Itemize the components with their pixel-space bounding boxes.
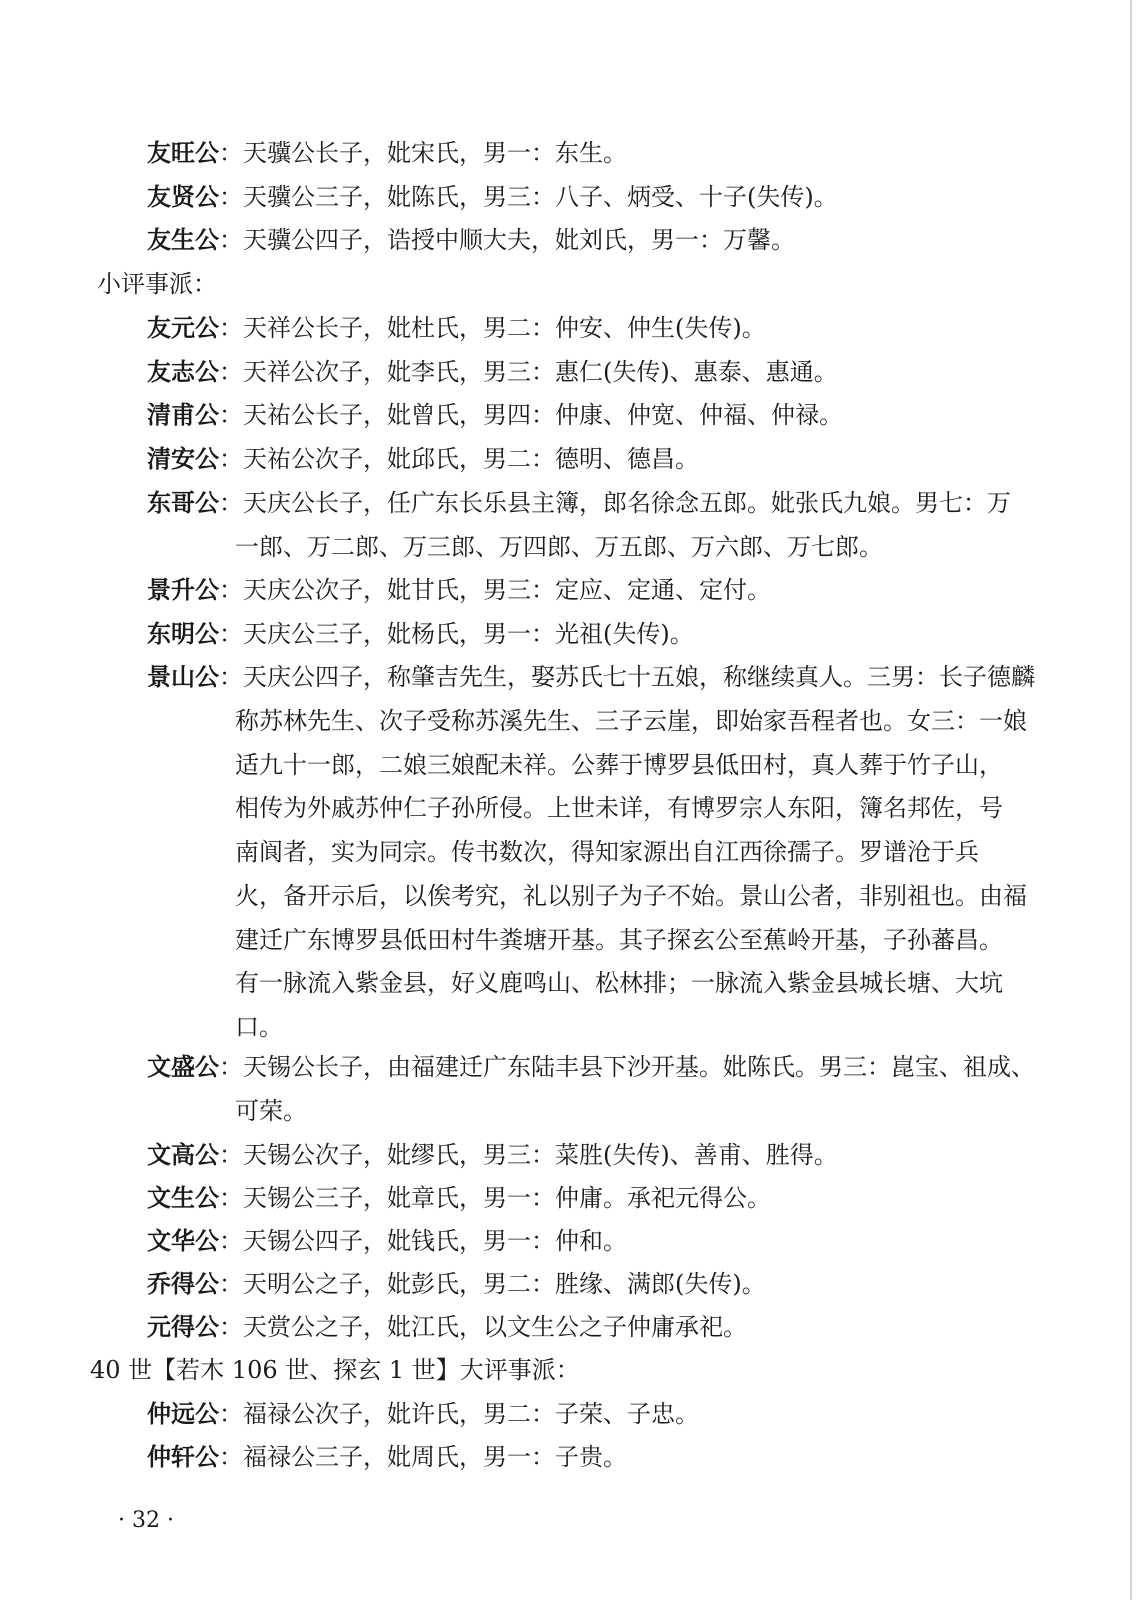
entry-text: 天骥公长子，妣宋氏，男一：东生。 xyxy=(243,139,627,167)
entry-name: 东哥公 xyxy=(147,489,219,517)
entry-name: 文高公 xyxy=(147,1141,219,1169)
entry-text-line: 口。 xyxy=(235,1013,283,1041)
section-header-xiaopingshi: 小评事派： xyxy=(97,270,217,298)
entry-youyuan: 友元公：天祥公长子，妣杜氏，男二：仲安、仲生(失传)。 xyxy=(147,314,766,342)
entry-text: 天祥公次子，妣李氏，男三：惠仁(失传)、惠泰、惠通。 xyxy=(243,358,838,386)
entry-text: 天明公之子，妣彭氏，男二：胜缘、满郎(失传)。 xyxy=(243,1270,766,1298)
entry-text-line: 称苏林先生、次子受称苏溪先生、三子云崖，即始家吾程者也。女三：一娘 xyxy=(235,707,1027,735)
entry-text: 天祥公长子，妣杜氏，男二：仲安、仲生(失传)。 xyxy=(243,314,766,342)
entry-name: 清安公 xyxy=(147,445,219,473)
page-edge xyxy=(1130,0,1132,1600)
entry-text: 福禄公次子，妣许氏，男二：子荣、子忠。 xyxy=(243,1400,699,1428)
entry-text: 天锡公三子，妣章氏，男一：仲庸。承祀元得公。 xyxy=(243,1184,771,1212)
entry-jingsheng: 景升公：天庆公次子，妣甘氏，男三：定应、定通、定付。 xyxy=(147,576,771,604)
entry-wenhua: 文华公：天锡公四子，妣钱氏，男一：仲和。 xyxy=(147,1227,627,1255)
entry-wensheng-a: 文盛公：天锡公长子，由福建迁广东陆丰县下沙开基。妣陈氏。男三：崑宝、祖成、 可荣。 xyxy=(147,1045,1062,1133)
entry-text-line: 相传为外戚苏仲仁子孙所侵。上世未详，有博罗宗人东阳，簿名邦佐，号 xyxy=(235,794,1003,822)
entry-text-line: 建迁广东博罗县低田村牛粪塘开基。其子探玄公至蕉岭开基，子孙蕃昌。 xyxy=(235,926,1003,954)
entry-zhongxuan: 仲轩公：福禄公三子，妣周氏，男一：子贵。 xyxy=(147,1443,627,1471)
entry-name: 仲轩公 xyxy=(147,1443,219,1471)
entry-wensheng-b: 文生公：天锡公三子，妣章氏，男一：仲庸。承祀元得公。 xyxy=(147,1184,771,1212)
entry-name: 友贤公 xyxy=(147,183,219,211)
entry-text: 天骥公三子，妣陈氏，男三：八子、炳受、十子(失传)。 xyxy=(243,183,838,211)
entry-jingshan: 景山公：天庆公四子，称肇吉先生，娶苏氏七十五娘，称继续真人。三男：长子德麟 称苏林先生、次子受称苏溪先生、三子云崖，即始家吾程者也。女三：一娘 适九十一郎，二娘三娘配未祥。公葬于博罗县低田村，真人葬于竹子山， 相传为外戚苏仲仁子孙所侵。上世未详，有博罗宗人东阳，簿名邦佐，号 南阆者，实为同宗。传书数次，得知家源出自江西徐孺子。罗谱沧于兵 火，备开示后，以俟考究，礼以别子为子不始。景山公者，非别祖也。由福 建迁广东博罗县低田村牛粪塘开基。其子探玄公至蕉岭开基，子孙蕃昌。 有一脉流入紫金县，好义鹿鸣山、松林排；一脉流入紫金县城长塘、大坑 口。 xyxy=(147,655,1062,1051)
entry-text-line: 南阆者，实为同宗。传书数次，得知家源出自江西徐孺子。罗谱沧于兵 xyxy=(235,838,979,866)
entry-name: 友元公 xyxy=(147,314,219,342)
entry-text: 天庆公三子，妣杨氏，男一：光祖(失传)。 xyxy=(243,620,694,648)
entry-text: 天庆公次子，妣甘氏，男三：定应、定通、定付。 xyxy=(243,576,771,604)
entry-text-line: 一郎、万二郎、万三郎、万四郎、万五郎、万六郎、万七郎。 xyxy=(235,533,883,561)
entry-text-line: 天锡公长子，由福建迁广东陆丰县下沙开基。妣陈氏。男三：崑宝、祖成、 xyxy=(243,1053,1035,1081)
entry-text: 天祐公次子，妣邱氏，男二：德明、德昌。 xyxy=(243,445,699,473)
section-header-generation-40: 40 世【若木 106 世、探玄 1 世】大评事派： xyxy=(90,1356,580,1384)
entry-name: 清甫公 xyxy=(147,401,219,429)
entry-text: 福禄公三子，妣周氏，男一：子贵。 xyxy=(243,1443,627,1471)
entry-name: 东明公 xyxy=(147,620,219,648)
entry-name: 乔得公 xyxy=(147,1270,219,1298)
entry-name: 文盛公 xyxy=(147,1053,219,1081)
entry-yuande: 元得公：天赏公之子，妣江氏，以文生公之子仲庸承祀。 xyxy=(147,1313,747,1341)
entry-name: 友旺公 xyxy=(147,139,219,167)
entry-name: 友志公 xyxy=(147,358,219,386)
entry-text: 天锡公四子，妣钱氏，男一：仲和。 xyxy=(243,1227,627,1255)
entry-text: 天锡公次子，妣缪氏，男三：菜胜(失传)、善甫、胜得。 xyxy=(243,1141,838,1169)
entry-qiaode: 乔得公：天明公之子，妣彭氏，男二：胜缘、满郎(失传)。 xyxy=(147,1270,766,1298)
entry-name: 文生公 xyxy=(147,1184,219,1212)
entry-qingan: 清安公：天祐公次子，妣邱氏，男二：德明、德昌。 xyxy=(147,445,699,473)
entry-yousheng: 友生公：天骥公四子，诰授中顺大夫，妣刘氏，男一：万馨。 xyxy=(147,226,795,254)
entry-zhongyuan: 仲远公：福禄公次子，妣许氏，男二：子荣、子忠。 xyxy=(147,1400,699,1428)
entry-text-line: 火，备开示后，以俟考究，礼以别子为子不始。景山公者，非别祖也。由福 xyxy=(235,882,1027,910)
page-number: · 32 · xyxy=(118,1508,174,1533)
entry-text: 天祐公长子，妣曾氏，男四：仲康、仲宽、仲福、仲禄。 xyxy=(243,401,843,429)
entry-youzhi: 友志公：天祥公次子，妣李氏，男三：惠仁(失传)、惠泰、惠通。 xyxy=(147,358,838,386)
entry-name: 文华公 xyxy=(147,1227,219,1255)
entry-name: 友生公 xyxy=(147,226,219,254)
entry-name: 仲远公 xyxy=(147,1400,219,1428)
entry-wengao: 文高公：天锡公次子，妣缪氏，男三：菜胜(失传)、善甫、胜得。 xyxy=(147,1141,838,1169)
entry-name: 景山公 xyxy=(147,663,219,691)
entry-text-line: 有一脉流入紫金县，好义鹿鸣山、松林排；一脉流入紫金县城长塘、大坑 xyxy=(235,969,1003,997)
entry-qingfu: 清甫公：天祐公长子，妣曾氏，男四：仲康、仲宽、仲福、仲禄。 xyxy=(147,401,843,429)
entry-name: 元得公 xyxy=(147,1313,219,1341)
entry-text-line: 适九十一郎，二娘三娘配未祥。公葬于博罗县低田村，真人葬于竹子山， xyxy=(235,751,1003,779)
entry-youwang: 友旺公：天骥公长子，妣宋氏，男一：东生。 xyxy=(147,139,627,167)
entry-name: 景升公 xyxy=(147,576,219,604)
entry-dongming: 东明公：天庆公三子，妣杨氏，男一：光祖(失传)。 xyxy=(147,620,694,648)
entry-text: 天赏公之子，妣江氏，以文生公之子仲庸承祀。 xyxy=(243,1313,747,1341)
entry-dongge: 东哥公：天庆公长子，任广东长乐县主簿，郎名徐念五郎。妣张氏九娘。男七：万 一郎、万二郎、万三郎、万四郎、万五郎、万六郎、万七郎。 xyxy=(147,481,1062,569)
entry-text-line: 天庆公长子，任广东长乐县主簿，郎名徐念五郎。妣张氏九娘。男七：万 xyxy=(243,489,1011,517)
entry-text-line: 可荣。 xyxy=(235,1097,307,1125)
entry-text: 天骥公四子，诰授中顺大夫，妣刘氏，男一：万馨。 xyxy=(243,226,795,254)
entry-text-line: 天庆公四子，称肇吉先生，娶苏氏七十五娘，称继续真人。三男：长子德麟 xyxy=(243,663,1035,691)
entry-youxian: 友贤公：天骥公三子，妣陈氏，男三：八子、炳受、十子(失传)。 xyxy=(147,183,838,211)
